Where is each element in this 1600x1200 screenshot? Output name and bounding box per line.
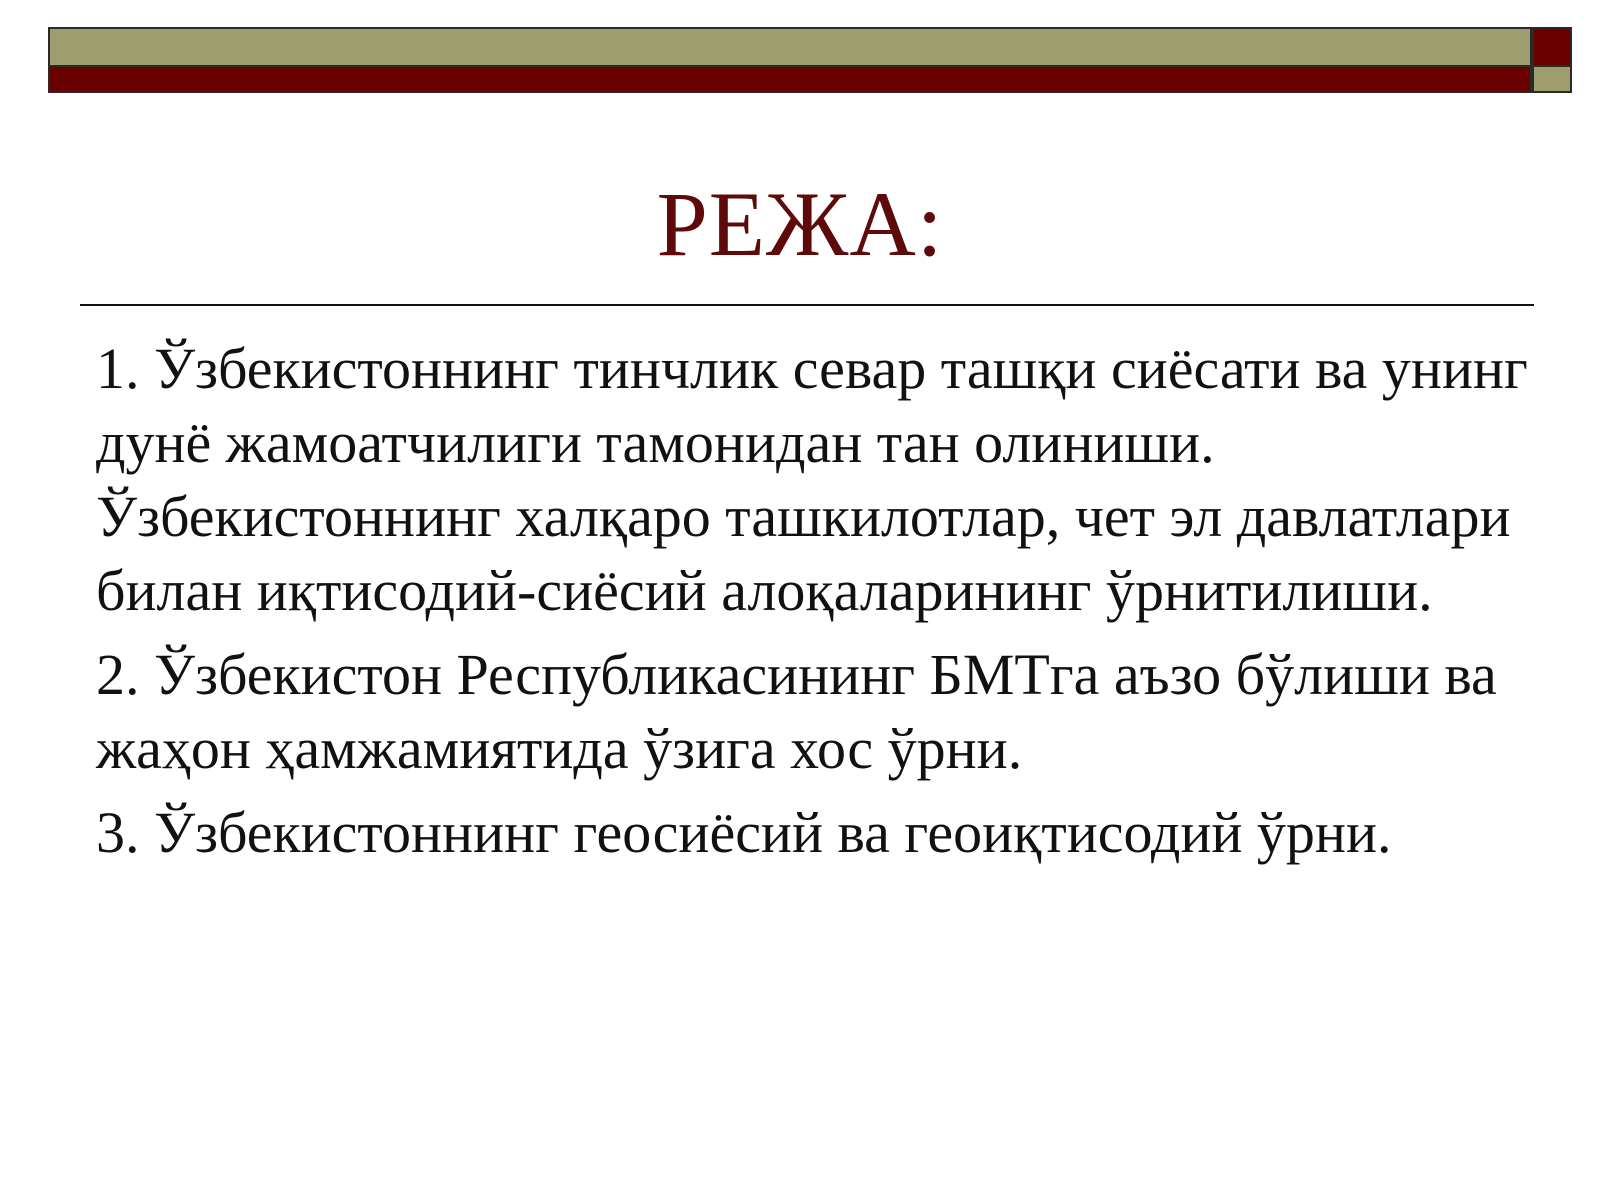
title-divider — [80, 304, 1534, 306]
header-bar-red — [48, 65, 1532, 93]
slide-content — [96, 332, 1566, 880]
plan-item-2: 2. Ўзбекистон Республикасининг БМТга аъзо бўлиши ва жаҳон ҳамжамиятида ўзига хос ўрни. — [96, 642, 1497, 781]
header-bar-olive — [48, 27, 1532, 65]
header-square-olive — [1532, 65, 1572, 93]
plan-item-1: 1. Ўзбекистоннинг тинчлик севар ташқи сиёсати ва унинг дунё жамоатчилиги тамонидан тан олиниши. Ўзбекистоннинг халқаро ташкилотлар, чет эл давлатлари билан иқтисодий-сиёсий алоқаларининг ўрнитилиши. — [96, 336, 1528, 623]
header-square-red — [1532, 27, 1572, 67]
plan-item-3: 3. Ўзбекистоннинг геосиёсий ва геоиқтисодий ўрни. — [96, 800, 1392, 865]
slide-title: РЕЖА: — [656, 173, 944, 275]
